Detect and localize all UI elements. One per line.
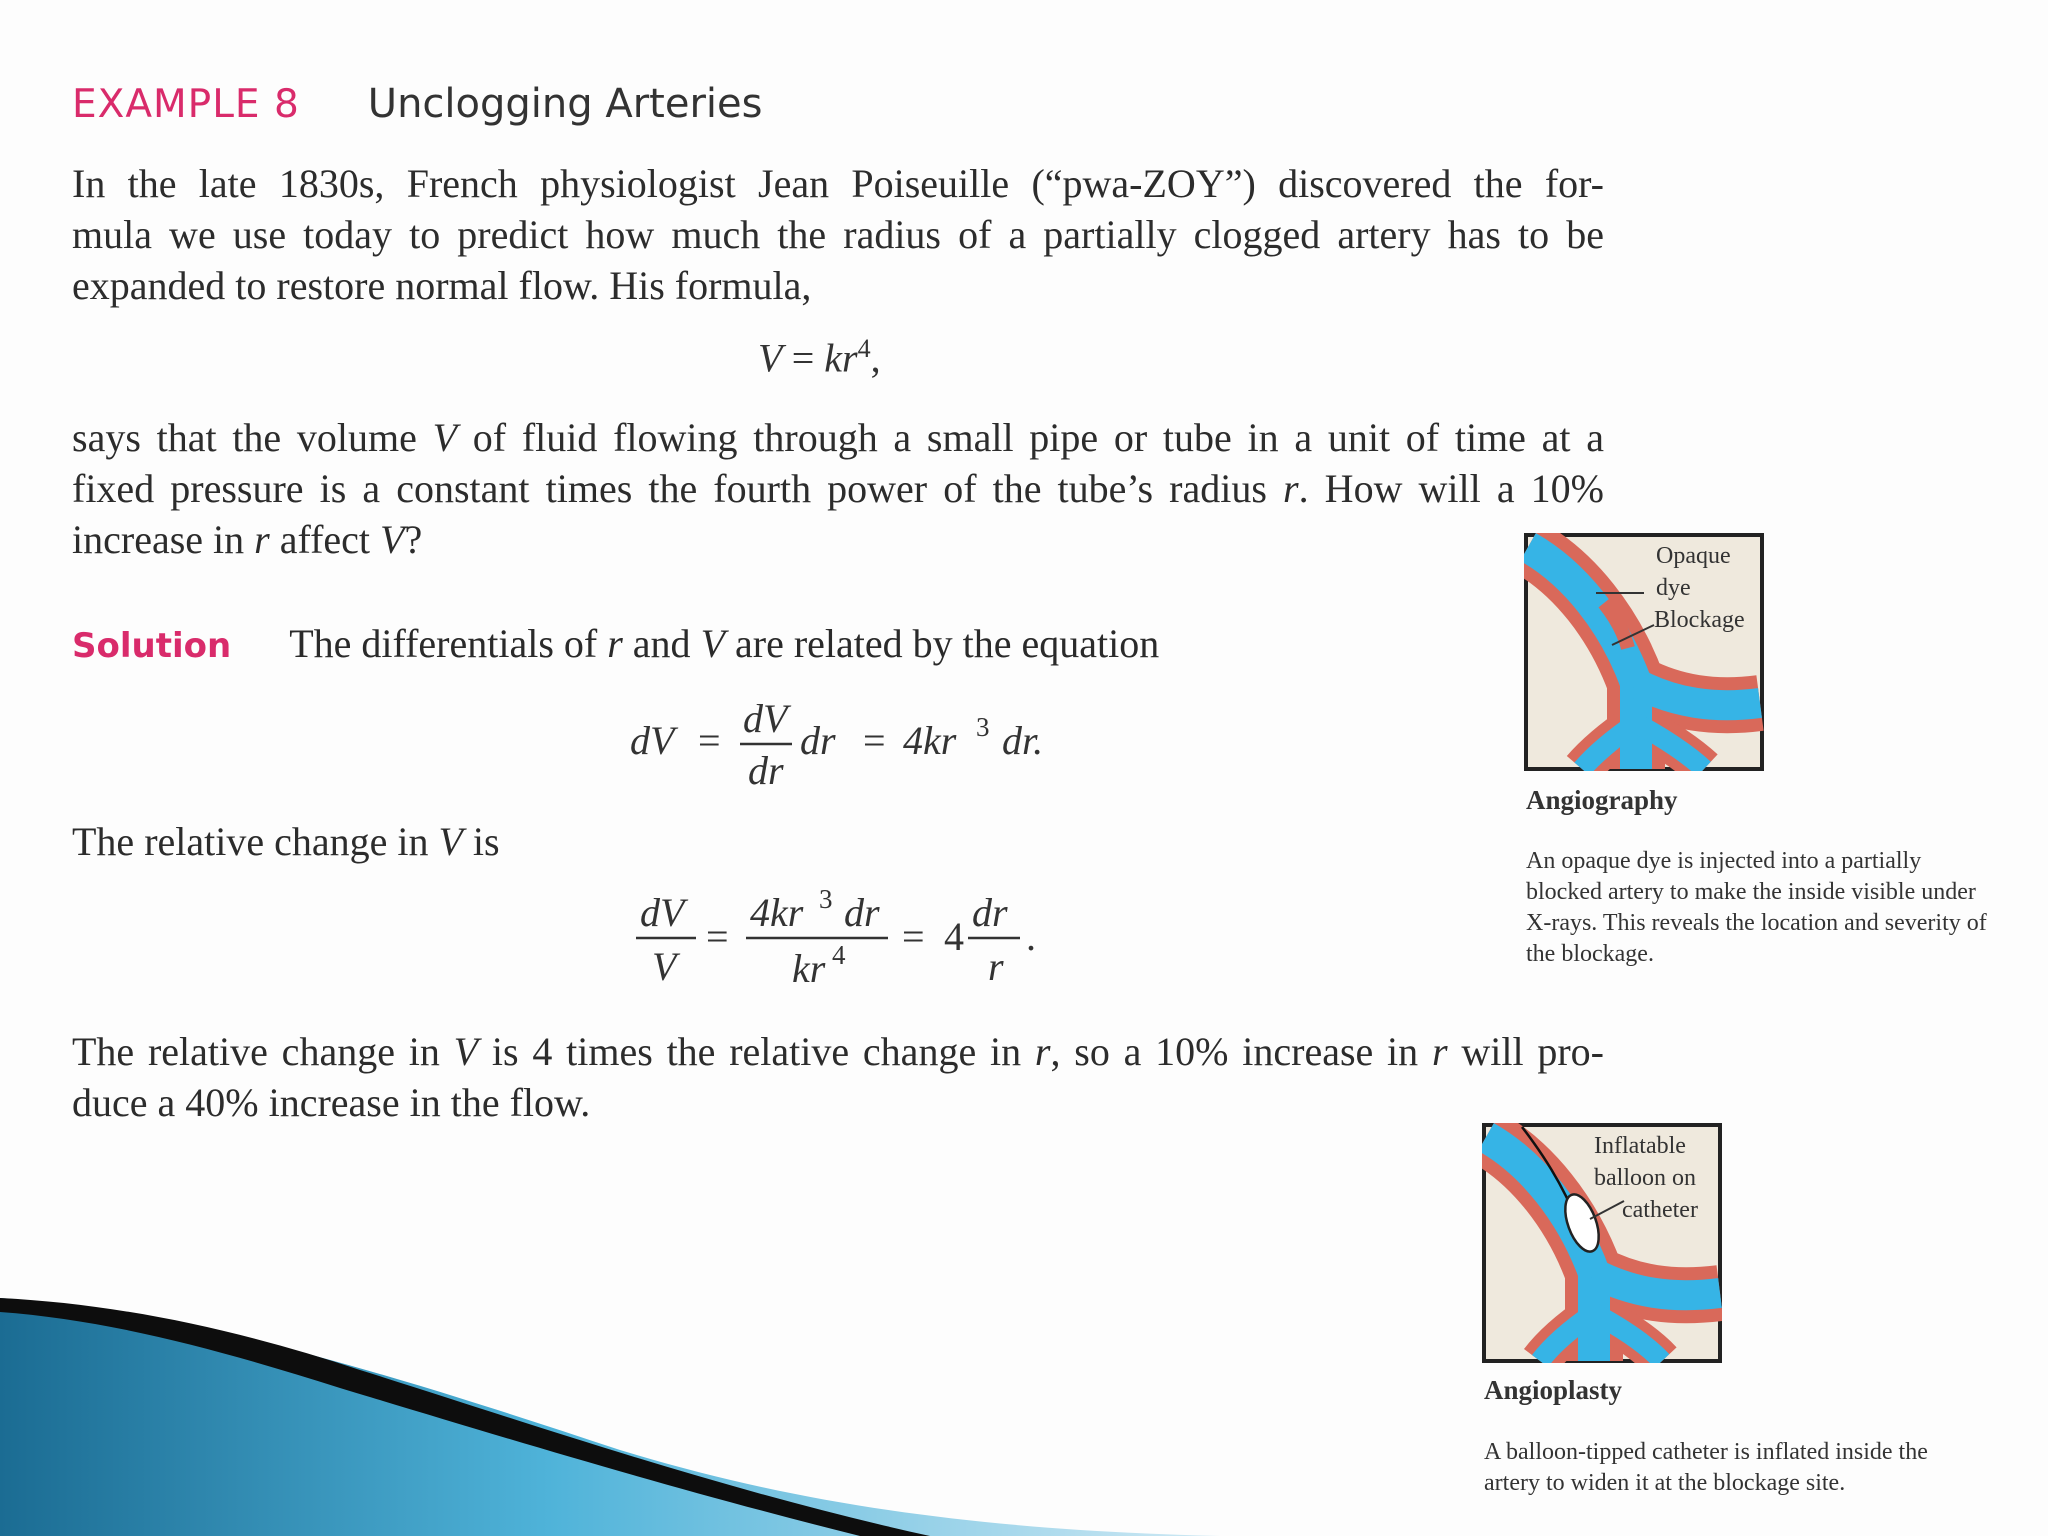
explain-line-1 [72, 412, 1604, 463]
text-run: The relative change in [72, 1029, 454, 1074]
var-v: V [700, 621, 725, 666]
text-run: will pro- [1447, 1029, 1604, 1074]
conclusion-line-2: duce a 40% increase in the flow. [72, 1080, 591, 1125]
solution-text [289, 620, 1159, 667]
eq-dr: dr [800, 718, 836, 763]
var-v: V [438, 819, 463, 864]
text-run: of fluid flowing through a small pipe or tube in a unit of time at a [457, 415, 1604, 460]
text-run: The differentials of [289, 621, 608, 666]
eq-sign: = [902, 914, 925, 959]
frac2-den-exp: 4 [832, 940, 846, 970]
explain-paragraph [72, 412, 1604, 565]
var-r: r [1034, 1029, 1051, 1074]
angioplasty-labels [1596, 1130, 1708, 1226]
conclusion-paragraph [72, 1026, 1604, 1128]
caption-line: the blockage. [1526, 941, 1654, 967]
angioplasty-caption [1484, 1437, 1984, 1499]
equation-relative [626, 882, 1066, 1002]
eq-rhs: 4kr [903, 718, 957, 763]
equation-differential [620, 688, 1080, 798]
caption-line: X-rays. This reveals the location and severity of [1526, 910, 1987, 936]
formula-tail: , [870, 335, 881, 381]
frac2-num-exp: 3 [819, 884, 833, 914]
label-dye: dye [1656, 575, 1691, 601]
frac2-num-tail: dr [834, 890, 880, 935]
example-label: EXAMPLE 8 [72, 81, 300, 127]
eq-sign: = [863, 718, 886, 763]
frac1-num: dV [640, 890, 685, 935]
text-run: . How will a 10% [1298, 466, 1604, 511]
var-r: r [607, 621, 623, 666]
frac1-den: V [652, 944, 677, 989]
example-title: Unclogging Arteries [367, 81, 763, 127]
text-run: are related by the equation [725, 621, 1160, 666]
var-r: r [254, 517, 270, 562]
eq-sign: = [698, 718, 721, 763]
angiography-caption [1526, 846, 2041, 970]
caption-line: blocked artery to make the inside visible under [1526, 879, 1976, 905]
label-inflatable: Inflatable [1594, 1133, 1686, 1159]
text-run: ? [404, 517, 423, 562]
label-opaque: Opaque [1656, 543, 1731, 569]
formula-main: $V = kr^4$, [758, 334, 881, 381]
conclusion-line-1 [72, 1026, 1604, 1077]
angioplasty-heading: Angioplasty [1484, 1375, 1623, 1405]
var-r: r [1283, 466, 1299, 511]
frac2-den: kr [792, 946, 826, 991]
text-run: The relative change in [72, 819, 439, 864]
decorative-swoosh [0, 1290, 1240, 1536]
var-v: V [380, 517, 405, 562]
eq-tail: . [1026, 914, 1036, 959]
text-run: is [462, 819, 500, 864]
explain-line-3 [72, 514, 1604, 565]
text-run: fixed pressure is a constant times the fourth power of the tube’s radius [72, 466, 1284, 511]
solution-row [72, 620, 1159, 667]
label-catheter: catheter [1622, 1197, 1698, 1223]
frac3-den: r [988, 944, 1004, 989]
frac3-num: dr [972, 890, 1008, 935]
intro-line: expanded to restore normal flow. His formula, [72, 263, 812, 308]
intro-paragraph [72, 158, 1604, 311]
frac2-num: 4kr [750, 890, 804, 935]
formula-exp: 4 [857, 334, 871, 363]
formula-lhs: V [758, 335, 782, 381]
eq-rhs-exp: 3 [976, 712, 990, 742]
var-r: r [1431, 1029, 1448, 1074]
text-run: says that the volume [72, 415, 433, 460]
label-balloon: balloon on [1594, 1165, 1696, 1191]
angiography-labels [1656, 540, 1745, 636]
frac-num: dV [743, 696, 788, 741]
solution-label: Solution [72, 626, 232, 666]
text-run: , so a 10% increase in [1050, 1029, 1432, 1074]
label-blockage: Blockage [1654, 607, 1745, 633]
caption-line: A balloon-tipped catheter is inflated inside the [1484, 1439, 1928, 1465]
eq-lhs: dV [630, 718, 675, 763]
eq-rhs-tail: dr. [992, 718, 1044, 763]
frac-den: dr [748, 748, 784, 793]
text-run: affect [269, 517, 381, 562]
var-v: V [432, 415, 458, 460]
caption-line: artery to widen it at the blockage site. [1484, 1470, 1846, 1496]
coef: 4 [944, 914, 964, 959]
var-v: V [453, 1029, 479, 1074]
intro-line: mula we use today to predict how much the radius of a partially clogged artery has to be [72, 212, 1604, 257]
angiography-heading: Angiography [1526, 785, 1678, 815]
text-run: is 4 times the relative change in [478, 1029, 1035, 1074]
text-run: increase in [72, 517, 255, 562]
relative-sentence [72, 818, 500, 865]
eq-sign: = [706, 914, 729, 959]
caption-line: An opaque dye is injected into a partially [1526, 848, 1922, 874]
explain-line-2 [72, 463, 1604, 514]
intro-line: In the late 1830s, French physiologist Jean Poiseuille (“pwa-ZOY”) discovered the for- [72, 161, 1604, 206]
formula-rhs: kr [824, 335, 858, 381]
text-run: and [622, 621, 701, 666]
example-heading [72, 76, 762, 132]
